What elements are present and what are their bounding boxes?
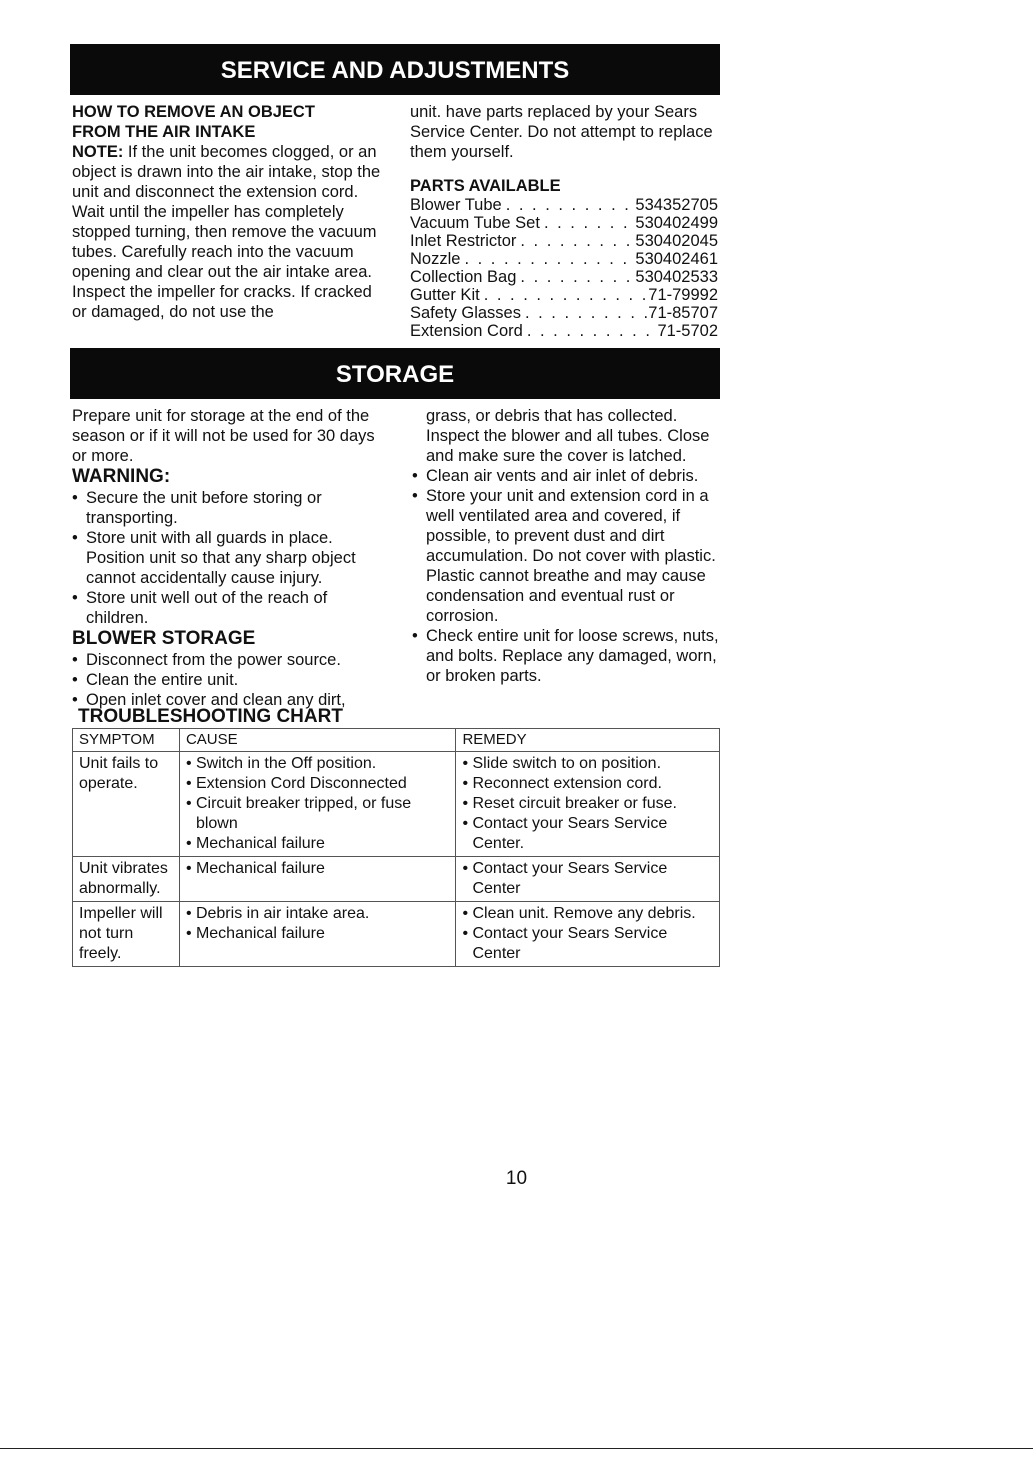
cause-item: • Circuit breaker tripped, or fuse blown: [186, 794, 450, 834]
list-item: • Open inlet cover and clean any dirt,: [72, 690, 392, 710]
symptom-cell: Unit fails to operate.: [73, 752, 180, 857]
part-name: Collection Bag: [410, 268, 517, 286]
parts-heading: PARTS AVAILABLE: [410, 177, 561, 195]
warnings-list: [72, 488, 392, 628]
service-section-title: SERVICE AND ADJUSTMENTS: [70, 44, 720, 95]
part-number: 530402499: [635, 214, 718, 232]
header-remedy: REMEDY: [456, 729, 720, 752]
service-left-column: [72, 102, 390, 322]
part-number: 530402461: [635, 250, 718, 268]
storage-right-column: [412, 406, 724, 686]
service-right-column: [410, 102, 720, 340]
dot-leader: [460, 250, 635, 268]
blower-list-left: [72, 650, 392, 710]
remedy-cell: [456, 752, 720, 857]
cause-item: • Mechanical failure: [186, 859, 450, 879]
part-name: Extension Cord: [410, 322, 523, 340]
part-number: 530402533: [635, 268, 718, 286]
blower-storage-heading: BLOWER STORAGE: [72, 628, 256, 649]
list-item: • Store unit with all guards in place. Position unit so that any sharp object cannot accidentally cause injury.: [72, 528, 392, 588]
part-name: Vacuum Tube Set: [410, 214, 540, 232]
dot-leader: [502, 196, 636, 214]
cause-cell: [179, 752, 456, 857]
cause-item: • Debris in air intake area.: [186, 904, 450, 924]
inspect-continued-text: unit. have parts replaced by your Sears Service Center. Do not attempt to replace them yourself.: [410, 103, 713, 161]
inspect-paragraph: Inspect the impeller for cracks. If cracked or damaged, do not use the: [72, 283, 372, 321]
list-item: • Clean air vents and air inlet of debris.: [412, 466, 724, 486]
blower-list-right: [412, 466, 724, 686]
part-name: Inlet Restrictor: [410, 232, 517, 250]
parts-row: [410, 322, 718, 340]
cause-item: • Switch in the Off position.: [186, 754, 450, 774]
list-item: • Disconnect from the power source.: [72, 650, 392, 670]
parts-row: [410, 286, 718, 304]
page-number: 10: [505, 1168, 528, 1189]
parts-list: [410, 196, 720, 340]
symptom-cell: Unit vibrates abnormally.: [73, 857, 180, 902]
part-name: Gutter Kit: [410, 286, 480, 304]
part-name: Blower Tube: [410, 196, 502, 214]
list-item: • Check entire unit for loose screws, nuts, and bolts. Replace any damaged, worn, or broken parts.: [412, 626, 724, 686]
table-row: [73, 857, 720, 902]
parts-row: [410, 304, 718, 322]
warning-heading: WARNING:: [72, 466, 171, 487]
storage-section-title: STORAGE: [70, 348, 720, 399]
list-item: • Secure the unit before storing or transporting.: [72, 488, 392, 528]
cause-cell: [179, 902, 456, 967]
remedy-item: • Reconnect extension cord.: [462, 774, 713, 794]
remove-object-heading: HOW TO REMOVE AN OBJECT FROM THE AIR INTAKE: [72, 103, 315, 141]
list-item: • Clean the entire unit.: [72, 670, 392, 690]
parts-row: [410, 232, 718, 250]
table-row: [73, 902, 720, 967]
remedy-item: • Slide switch to on position.: [462, 754, 713, 774]
header-cause: CAUSE: [179, 729, 456, 752]
part-number: 530402045: [635, 232, 718, 250]
part-number: 534352705: [635, 196, 718, 214]
bottom-rule: [0, 1448, 1033, 1449]
dot-leader: [516, 232, 635, 250]
remedy-item: • Contact your Sears Service Center: [462, 924, 713, 964]
cause-item: • Mechanical failure: [186, 834, 450, 854]
inspect-continued: [410, 102, 720, 162]
parts-row: [410, 196, 718, 214]
header-symptom: SYMPTOM: [73, 729, 180, 752]
dot-leader: [523, 322, 658, 340]
dot-leader: [516, 268, 635, 286]
parts-row: [410, 268, 718, 286]
note-paragraph: NOTE: If the unit becomes clogged, or an object is drawn into the air intake, stop the unit and disconnect the extension cord. Wait until the impeller has completely stopped turning, then remove the vacuum tubes. Carefully reach into the vacuum opening and clear out the air intake area.: [72, 143, 381, 281]
table-row: [73, 752, 720, 857]
dot-leader: [480, 286, 649, 304]
dot-leader: [540, 214, 635, 232]
remedy-item: • Clean unit. Remove any debris.: [462, 904, 713, 924]
cause-item: • Mechanical failure: [186, 924, 450, 944]
part-number: 71-79992: [648, 286, 718, 304]
parts-row: [410, 250, 718, 268]
remedy-cell: [456, 902, 720, 967]
storage-left-column: [72, 406, 392, 710]
part-number: 71-5702: [657, 322, 718, 340]
symptom-cell: Impeller will not turn freely.: [73, 902, 180, 967]
remedy-item: • Contact your Sears Service Center: [462, 859, 713, 899]
dot-leader: [521, 304, 648, 322]
table-header-row: [73, 729, 720, 752]
part-name: Safety Glasses: [410, 304, 521, 322]
list-item: • Store unit well out of the reach of children.: [72, 588, 392, 628]
part-name: Nozzle: [410, 250, 461, 268]
part-number: 71-85707: [648, 304, 718, 322]
cause-item: • Extension Cord Disconnected: [186, 774, 450, 794]
blower-item-continued: grass, or debris that has collected. Inspect the blower and all tubes. Close and make sure the cover is latched.: [426, 407, 710, 465]
parts-row: [410, 214, 718, 232]
remedy-item: • Reset circuit breaker or fuse.: [462, 794, 713, 814]
troubleshooting-title: TROUBLESHOOTING CHART: [78, 706, 343, 727]
cause-cell: [179, 857, 456, 902]
remedy-item: • Contact your Sears Service Center.: [462, 814, 713, 854]
troubleshooting-table: [72, 728, 720, 967]
remedy-cell: [456, 857, 720, 902]
list-item: • Store your unit and extension cord in a well ventilated area and covered, if possible, to prevent dust and dirt accumulation. Do not cover with plastic. Plastic cannot breathe and may cause condensation and eventual rust or corrosion.: [412, 486, 724, 626]
storage-intro: Prepare unit for storage at the end of the season or if it will not be used for 30 days or more.: [72, 407, 375, 465]
